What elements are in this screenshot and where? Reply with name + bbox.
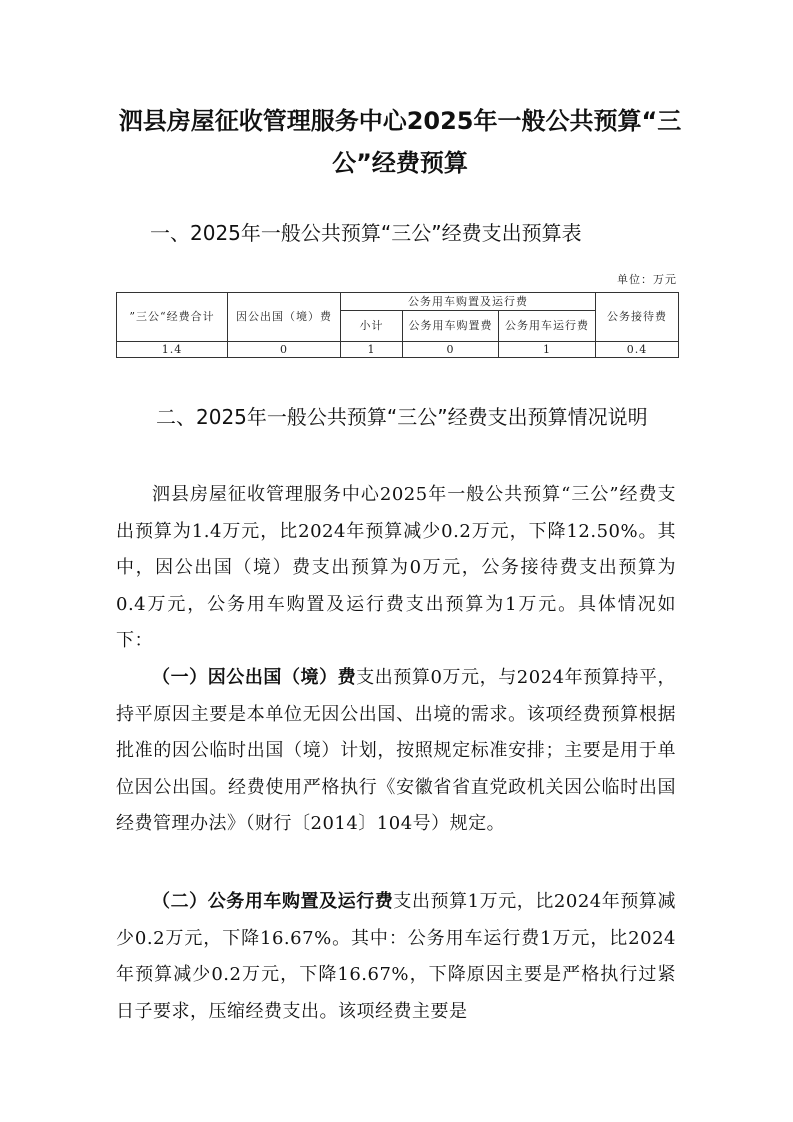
value-reception: 0.4 (596, 342, 679, 358)
value-overseas: 0 (228, 342, 341, 358)
paragraph-vehicle-lead: （二）公务用车购置及运行费 (152, 891, 394, 912)
header-reception: 公务接待费 (596, 293, 679, 342)
value-total: 1.4 (117, 342, 228, 358)
section-heading-budget-table: 一、2025年一般公共预算“三公”经费支出预算表 (150, 221, 582, 245)
paragraph-overseas-text: 支出预算0万元，与2024年预算持平，持平原因主要是本单位无因公出国、出境的需求。该项经费预算根据批准的因公临时出国（境）计划，按照规定标准安排；主要是用于单位因公出国。经费使用严格执行《安徽省省直党政机关因公临时出国经费管理办法》（财行〔2014〕104号）规定。 (116, 667, 676, 835)
value-vehicle-operation: 1 (499, 342, 596, 358)
paragraph-overseas (116, 660, 676, 843)
paragraph-vehicle (116, 884, 676, 1030)
paragraph-overseas-lead: （一）因公出国（境）费 (152, 667, 357, 688)
paragraph-overview: 泗县房屋征收管理服务中心2025年一般公共预算“三公”经费支出预算为1.4万元，比2024年预算减少0.2万元，下降12.50%。其中，因公出国（境）费支出预算为0万元，公务接待费支出预算为0.4万元，公务用车购置及运行费支出预算为1万元。具体情况如下： (116, 484, 676, 652)
paragraph-vehicle-text: 支出预算1万元，比2024年预算减少0.2万元，下降16.67%。其中：公务用车运行费1万元，比2024年预算减少0.2万元，下降16.67%，下降原因主要是严格执行过紧日子要求，压缩经费支出。该项经费主要是 (116, 891, 677, 1022)
table-row (117, 342, 679, 358)
header-vehicle-group: 公务用车购置及运行费 (341, 293, 596, 311)
value-subtotal: 1 (341, 342, 403, 358)
document-title: 泗县房屋征收管理服务中心2025年一般公共预算“三公”经费预算 (118, 107, 682, 177)
budget-table (116, 292, 679, 358)
header-vehicle-operation: 公务用车运行费 (499, 311, 596, 342)
header-overseas: 因公出国（境）费 (228, 293, 341, 342)
header-vehicle-purchase: 公务用车购置费 (403, 311, 499, 342)
header-total: ”三公“经费合计 (117, 293, 228, 342)
unit-label: 单位：万元 (617, 273, 677, 286)
table-header-row (117, 293, 679, 311)
header-subtotal: 小计 (341, 311, 403, 342)
value-vehicle-purchase: 0 (403, 342, 499, 358)
section-heading-explanation: 二、2025年一般公共预算“三公”经费支出预算情况说明 (156, 405, 648, 429)
